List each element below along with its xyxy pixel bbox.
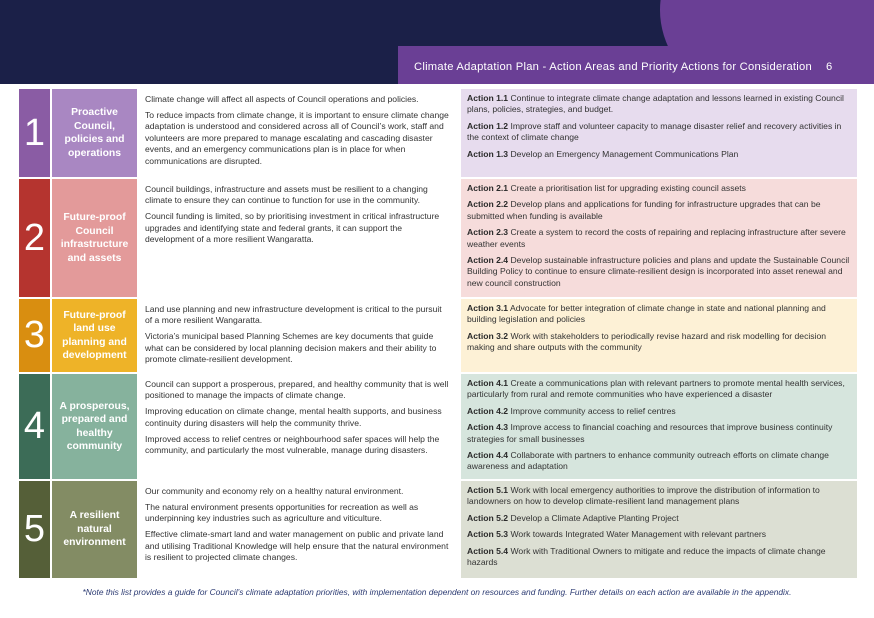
- priority-action-item: [467, 331, 851, 354]
- priority-action-item: [467, 93, 851, 116]
- action-area-number: 1: [19, 89, 50, 177]
- priority-action-item: [467, 255, 851, 289]
- priority-action-item: [467, 406, 851, 417]
- priority-actions-list: [461, 481, 857, 578]
- action-id: Action 1.1: [467, 93, 509, 103]
- priority-actions-list: [461, 179, 857, 297]
- description-paragraph: Victoria’s municipal based Planning Schemes are key documents that guide what can be considered by local planning decision makers and their ability to promote climate-resilient development.: [145, 331, 437, 365]
- action-text: Work towards Integrated Water Management with relevant partners: [510, 529, 767, 540]
- action-id: Action 4.3: [467, 422, 509, 433]
- action-area-number: 4: [19, 374, 50, 479]
- action-id: Action 2.4: [467, 255, 509, 266]
- footnote: *Note this list provides a guide for Council’s climate adaptation priorities, with implementation dependent on resources and funding. Further details on each action are available in the appendix.: [82, 587, 792, 597]
- page-title: Climate Adaptation Plan - Action Areas and Priority Actions for Consideration: [414, 61, 812, 73]
- action-id: Action 2.3: [467, 227, 509, 238]
- description-paragraph: The natural environment presents opportunities for recreation as well as underpinning key industries such as agriculture and viticulture.: [145, 501, 419, 524]
- description-paragraph: Improving education on climate change, mental health supports, and business continuity during disasters will help the community thrive.: [145, 406, 442, 428]
- action-text: Improve access to financial coaching and resources that improve business continuity strategies for small businesses: [467, 422, 833, 444]
- action-area-row: [19, 89, 857, 177]
- action-area-description: [140, 481, 455, 578]
- priority-action-item: [467, 303, 851, 326]
- priority-action-item: [467, 485, 851, 508]
- action-area-description: [140, 374, 455, 479]
- action-text: Work with Traditional Owners to mitigate and reduce the impacts of climate change hazards: [467, 545, 826, 568]
- description-paragraph: Land use planning and new infrastructure development is critical to the pursuit of a more resilient Wangaratta.: [145, 304, 442, 326]
- action-text: Develop a Climate Adaptive Planting Project: [510, 512, 679, 523]
- action-area-number: 3: [19, 299, 50, 372]
- action-id: Action 5.3: [467, 529, 509, 540]
- priority-action-item: [467, 450, 851, 473]
- description-paragraph: Climate change will affect all aspects of Council operations and policies.: [145, 94, 419, 104]
- action-id: Action 4.4: [467, 450, 509, 461]
- action-area-row: [19, 299, 857, 372]
- action-area-label: Future-proof Council infrastructure and assets: [52, 179, 137, 297]
- description-paragraph: To reduce impacts from climate change, it is important to ensure climate change adaptation is understood and considered across all of Council’s work, staff and volunteers are more prepared to manage escalating and cascading disaster events, and an emergency communications plan is in place for when communications are disrupted.: [145, 109, 449, 166]
- description-paragraph: Council can support a prosperous, prepared, and healthy community that is well positioned to manage the impacts of climate change.: [145, 379, 449, 401]
- action-id: Action 3.1: [467, 303, 509, 313]
- action-id: Action 5.4: [467, 545, 509, 556]
- action-area-description: [140, 89, 455, 177]
- priority-actions-list: [461, 299, 857, 372]
- action-area-label: Future-proof land use planning and development: [52, 299, 137, 372]
- action-text: Develop sustainable infrastructure policies and plans and update the Sustainable Council Building Policy to continue to ensure climate-resilient design is incorporated into asset renewal and new council construction: [467, 255, 850, 288]
- priority-action-item: [467, 378, 851, 401]
- action-id: Action 1.2: [467, 120, 509, 131]
- action-text: Work with local emergency authorities to improve the distribution of information to landowners on how to develop climate-resilient land management plans: [467, 485, 820, 507]
- action-text: Improve community access to relief centres: [510, 405, 676, 416]
- action-id: Action 4.2: [467, 405, 509, 416]
- action-text: Develop plans and applications for funding for infrastructure upgrades that can be submitted when funding is available: [467, 199, 821, 221]
- priority-action-item: [467, 199, 851, 222]
- action-id: Action 4.1: [467, 378, 509, 388]
- priority-action-item: [467, 183, 851, 194]
- page-number: 6: [826, 61, 833, 73]
- description-paragraph: Improved access to relief centres or neighbourhood safer spaces will help the community, and particularly the most vulnerable, manage during disasters.: [145, 433, 440, 456]
- priority-action-item: [467, 149, 851, 160]
- action-text: Create a communications plan with relevant partners to promote mental health services, particularly from rural and remote communities who have experienced a disaster: [467, 378, 845, 400]
- action-area-description: [140, 299, 455, 372]
- action-text: Improve staff and volunteer capacity to manage disaster relief and recovery activities in the context of climate change: [467, 120, 842, 143]
- priority-action-item: [467, 513, 851, 524]
- action-area-row: [19, 374, 857, 479]
- priority-action-item: [467, 422, 851, 445]
- description-paragraph: Effective climate-smart land and water management on public and private land and utilising Traditional Knowledge will help ensure that the natural environment is resilient to projected climate changes.: [145, 529, 449, 563]
- action-text: Collaborate with partners to enhance community outreach efforts on climate change awareness and adaptation: [467, 450, 829, 472]
- action-area-label: A resilient natural environment: [52, 481, 137, 578]
- priority-action-item: [467, 121, 851, 144]
- description-paragraph: Council funding is limited, so by prioritising investment in critical infrastructure upgrades and identifying state and federal grants, it can support the development of a more resilient Wangaratta.: [145, 211, 440, 245]
- action-text: Advocate for better integration of climate change in state and national planning and building legislation and policies: [467, 303, 826, 325]
- action-text: Develop an Emergency Management Communications Plan: [510, 148, 739, 159]
- action-area-number: 2: [19, 179, 50, 297]
- action-id: Action 3.2: [467, 330, 509, 341]
- action-area-row: [19, 179, 857, 297]
- action-area-number: 5: [19, 481, 50, 578]
- action-area-label: A prosperous, prepared and healthy community: [52, 374, 137, 479]
- action-id: Action 5.1: [467, 485, 509, 495]
- header-band: [0, 0, 874, 84]
- action-id: Action 2.2: [467, 199, 509, 210]
- description-paragraph: Council buildings, infrastructure and assets must be resilient to a changing climate to ensure they can continue to function for use in the community.: [145, 184, 428, 206]
- action-id: Action 1.3: [467, 148, 509, 159]
- priority-actions-list: [461, 374, 857, 479]
- action-area-label: Proactive Council, policies and operations: [52, 89, 137, 177]
- action-area-description: [140, 179, 455, 297]
- priority-action-item: [467, 529, 851, 540]
- action-area-row: [19, 481, 857, 578]
- priority-action-item: [467, 546, 851, 569]
- action-text: Work with stakeholders to periodically revise hazard and risk modelling for decision making and share outputs with the community: [467, 330, 827, 353]
- priority-action-item: [467, 227, 851, 250]
- action-text: Create a prioritisation list for upgrading existing council assets: [510, 183, 746, 193]
- description-paragraph: Our community and economy rely on a healthy natural environment.: [145, 486, 404, 496]
- action-id: Action 5.2: [467, 512, 509, 523]
- action-id: Action 2.1: [467, 183, 509, 193]
- action-text: Create a system to record the costs of repairing and replacing infrastructure after severe weather events: [467, 227, 846, 249]
- action-text: Continue to integrate climate change adaptation and lessons learned in existing Council plans, policies, strategies, and budget.: [467, 93, 844, 115]
- priority-actions-list: [461, 89, 857, 177]
